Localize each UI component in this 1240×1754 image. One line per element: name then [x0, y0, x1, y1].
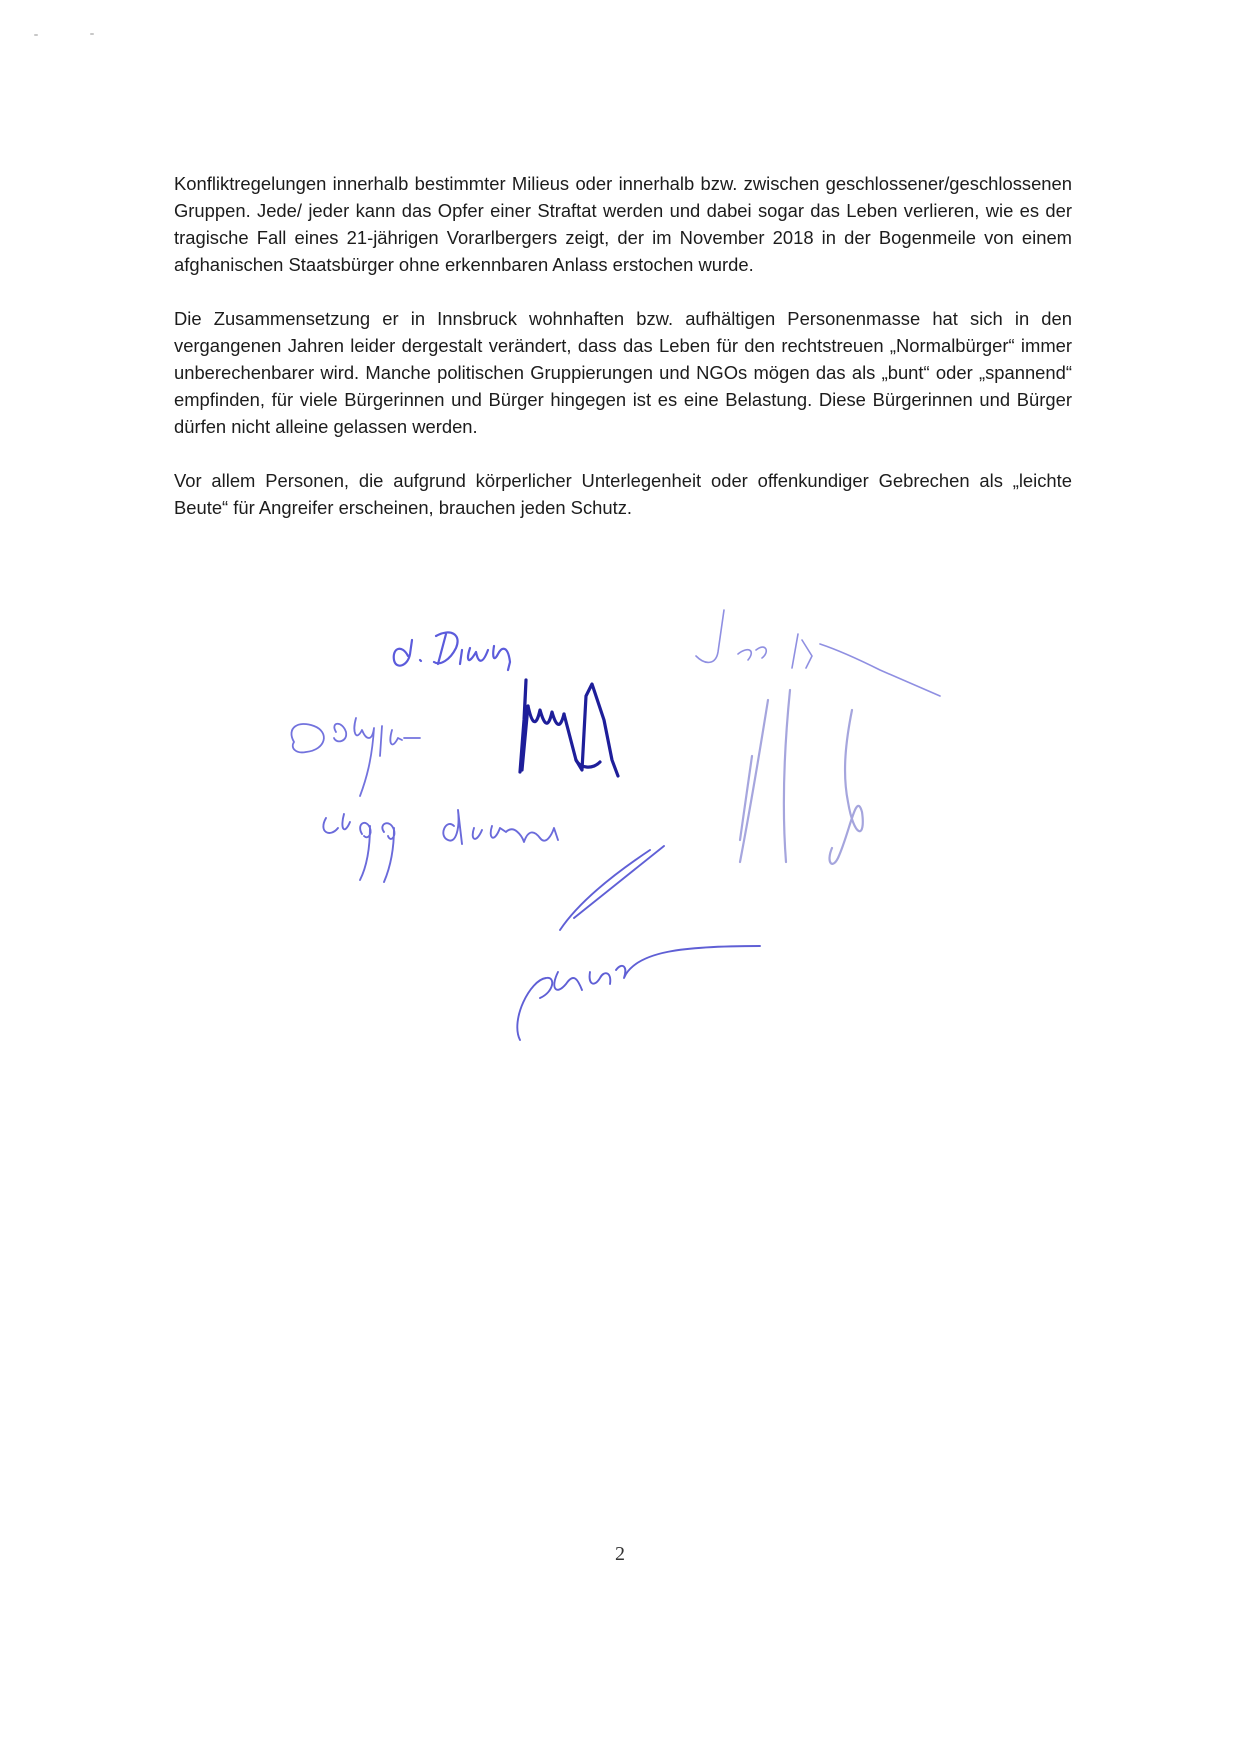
paragraph: Die Zusammensetzung er in Innsbruck wohnhaften bzw. aufhältigen Personenmasse hat sich in den vergangenen Jahren leider dergestalt verändert, dass das Leben für den rechtstreuen „Normalbürger“ immer unberechenbarer wird. Manche politischen Gruppierungen und NGOs mögen das als „bunt“ oder „spannend“ empfinden, für viele Bürgerinnen und Bürger hingegen ist es eine Belastung. Diese Bürgerinnen und Bürger dürfen nicht alleine gelassen werden.	[174, 308, 1072, 437]
signature-5	[740, 690, 863, 864]
paragraph: Vor allem Personen, die aufgrund körperlicher Unterlegenheit oder offenkundiger Gebrechen als „leichte Beute“ für Angreifer erscheinen, brauchen jeden Schutz.	[174, 470, 1072, 518]
signature-2	[696, 610, 940, 696]
paragraph: Konfliktregelungen innerhalb bestimmter Milieus oder innerhalb bzw. zwischen geschlossener/geschlossenen Gruppen. Jede/ jeder kann das Opfer einer Straftat werden und dabei sogar das Leben verlieren, wie es der tragische Fall eines 21-jährigen Vorarlbergers zeigt, der im November 2018 in der Bogenmeile von einem afghanischen Staatsbürger ohne erkennbaren Anlass erstochen wurde.	[174, 173, 1072, 275]
scan-artifact	[90, 33, 94, 35]
signature-4	[520, 680, 618, 776]
signature-1	[394, 632, 510, 670]
page-number: 2	[615, 1543, 625, 1565]
body-text	[174, 170, 1072, 548]
signature-6	[323, 810, 558, 882]
scan-artifact	[34, 34, 38, 36]
signatures-block	[0, 600, 1240, 1140]
signature-7	[517, 846, 760, 1040]
signature-3	[291, 718, 420, 796]
